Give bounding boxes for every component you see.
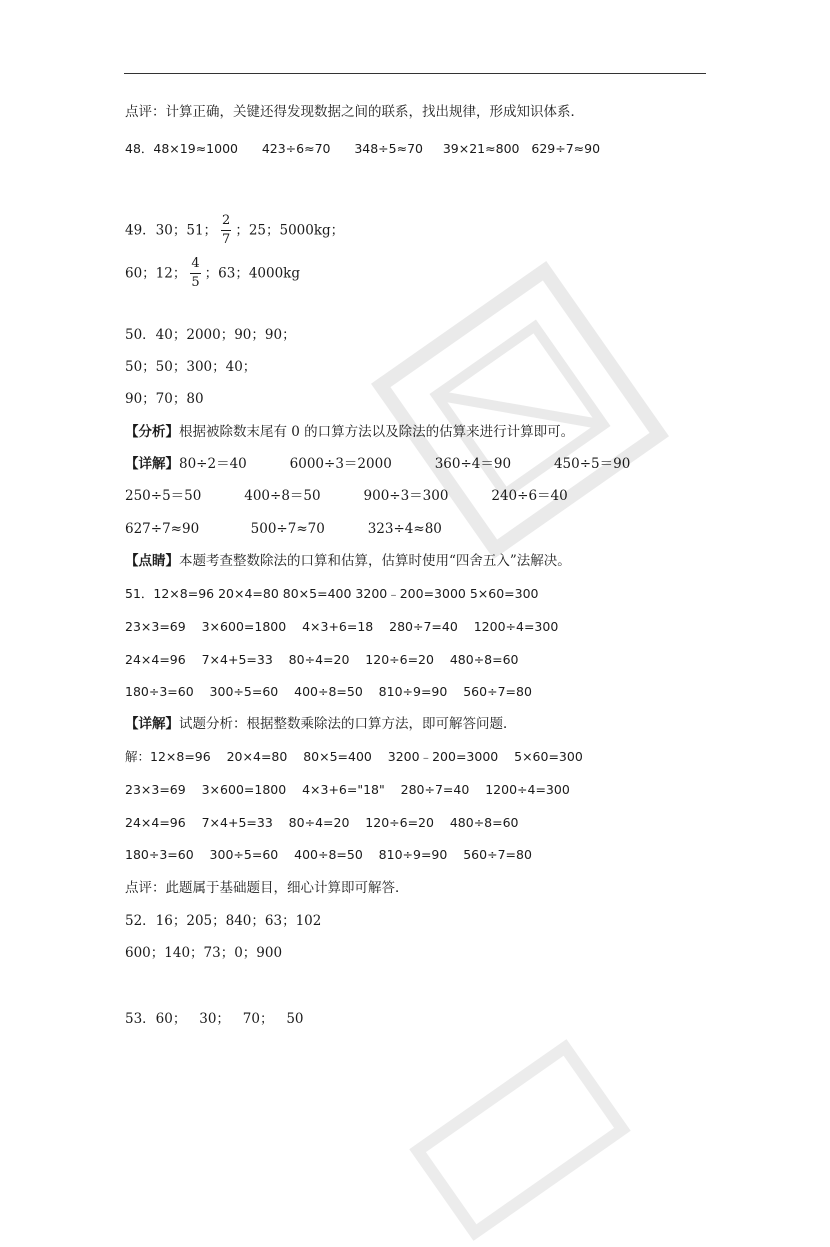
analysis-text: 根据被除数末尾有 0 的口算方法以及除法的估算来进行计算即可。 — [179, 424, 575, 440]
answer-49-line2 — [125, 257, 300, 291]
fraction-2-7: $\frac{2}{7}$ — [222, 213, 231, 247]
fraction-4-5: $\frac{4}{5}$ — [191, 256, 200, 290]
detail-51 — [125, 718, 517, 732]
detail-50-line1 — [125, 458, 630, 472]
header-rule — [124, 73, 706, 74]
point-50 — [125, 555, 571, 569]
answer-49-line1 — [125, 214, 344, 248]
answer-50-line1: 50．40；2000；90；90； — [125, 327, 296, 343]
detail-51-tag: 【详解】 — [125, 716, 179, 732]
point-tag: 【点睛】 — [125, 553, 179, 569]
analysis-tag: 【分析】 — [125, 424, 179, 440]
answer-53: 53．60； 30； 70； 50 — [125, 1011, 304, 1027]
comment-47: 点评：计算正确，关键还得发现数据之间的联系，找出规律，形成知识体系． — [125, 104, 584, 120]
answer-50-line2: 50；50；300；40； — [125, 359, 257, 375]
detail-tag: 【详解】 — [125, 456, 179, 472]
detail-50-text1: 80÷2＝40 6000÷3＝2000 360÷4＝90 450÷5＝90 — [179, 456, 631, 472]
comment-51: 点评：此题属于基础题目，细心计算即可解答． — [125, 880, 409, 896]
answer-51-line2: 23×3=69 3×600=1800 4×3+6=18 280÷7=40 1200÷4=300 — [125, 619, 559, 634]
solution-51-line2: 23×3=69 3×600=1800 4×3+6="18" 280÷7=40 1200÷4=300 — [125, 782, 570, 797]
answer-51-line3: 24×4=96 7×4+5=33 80÷4=20 120÷6=20 480÷8=60 — [125, 652, 519, 667]
answer-49-suffix: ；25；5000kg； — [235, 222, 345, 239]
detail-51-text: 试题分析：根据整数乘除法的口算方法，即可解答问题． — [179, 716, 517, 732]
answer-49-prefix: 49．30；51； — [125, 222, 218, 239]
analysis-50 — [125, 426, 574, 440]
solution-51-line4: 180÷3=60 300÷5=60 400÷8=50 810÷9=90 560÷7=80 — [125, 847, 532, 862]
answer-50-line3: 90；70；80 — [125, 391, 204, 407]
detail-50-line2: 250÷5＝50 400÷8＝50 900÷3＝300 240÷6＝40 — [125, 488, 568, 504]
watermark-logo — [367, 257, 673, 563]
watermark-logo-bottom — [404, 1033, 637, 1246]
answer-49-line2-prefix: 60；12； — [125, 265, 187, 282]
detail-50-line3: 627÷7≈90 500÷7≈70 323÷4≈80 — [125, 521, 442, 537]
solution-51-line3: 24×4=96 7×4+5=33 80÷4=20 120÷6=20 480÷8=60 — [125, 815, 519, 830]
solution-51-line1: 解：12×8=96 20×4=80 80×5=400 3200﹣200=3000 5×60=300 — [125, 749, 583, 764]
answer-48: 48．48×19≈1000 423÷6≈70 348÷5≈70 39×21≈800 629÷7≈90 — [125, 141, 601, 156]
answer-52-line2: 600；140；73；0；900 — [125, 945, 283, 961]
answer-51-line4: 180÷3=60 300÷5=60 400÷8=50 810÷9=90 560÷7=80 — [125, 684, 532, 699]
answer-52-line1: 52．16；205；840；63；102 — [125, 913, 322, 929]
answer-49-line2-suffix: ；63；4000kg — [204, 265, 300, 282]
point-text: 本题考查整数除法的口算和估算，估算时使用“四舍五入”法解决。 — [179, 553, 571, 569]
answer-51-line1: 51．12×8=96 20×4=80 80×5=400 3200﹣200=3000 5×60=300 — [125, 586, 539, 601]
